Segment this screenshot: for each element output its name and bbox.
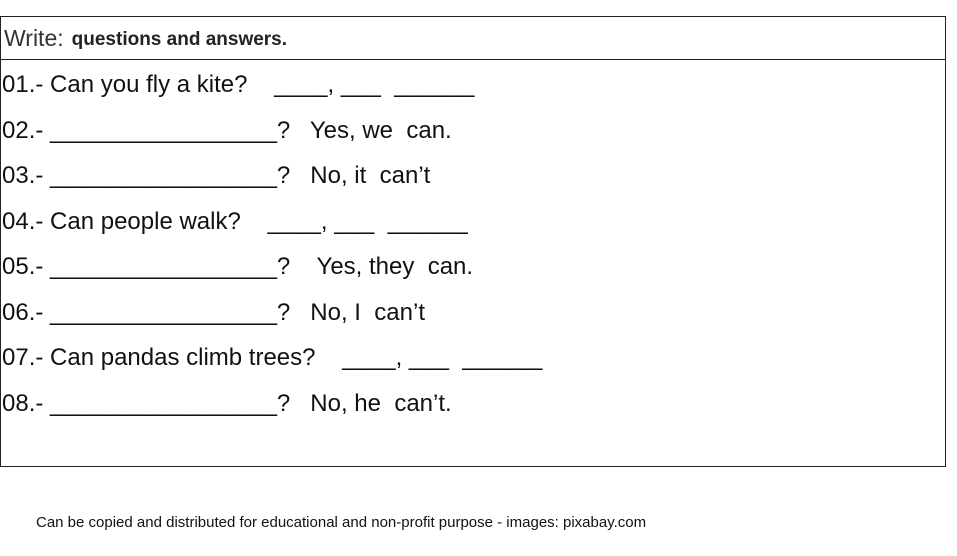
exercise-row-01: 01.- Can you fly a kite? ____, ___ ______ bbox=[2, 71, 475, 98]
instruction-prefix: Write: bbox=[4, 24, 64, 51]
exercise-row-02: 02.- _________________? Yes, we can. bbox=[2, 116, 452, 144]
exercise-row-03: 03.- _________________? No, it can’t bbox=[2, 162, 431, 189]
exercise-row-05: 05.- _________________? Yes, they can. bbox=[2, 253, 474, 280]
instruction-title: questions and answers. bbox=[71, 29, 288, 50]
exercise-row-07: 07.- Can pandas climb trees? ____, ___ ______ bbox=[2, 344, 543, 371]
exercise-row-06: 06.- _________________? No, I can’t bbox=[2, 298, 425, 326]
exercise-list bbox=[1, 60, 945, 426]
worksheet-header bbox=[1, 17, 945, 60]
exercise-row-08: 08.- _________________? No, he can’t. bbox=[2, 389, 452, 417]
exercise-row-04: 04.- Can people walk? ____, ___ ______ bbox=[2, 207, 468, 235]
worksheet-box bbox=[0, 16, 946, 467]
copyright-footer: Can be copied and distributed for educational and non-profit purpose - images: pixabay.com bbox=[36, 514, 647, 531]
